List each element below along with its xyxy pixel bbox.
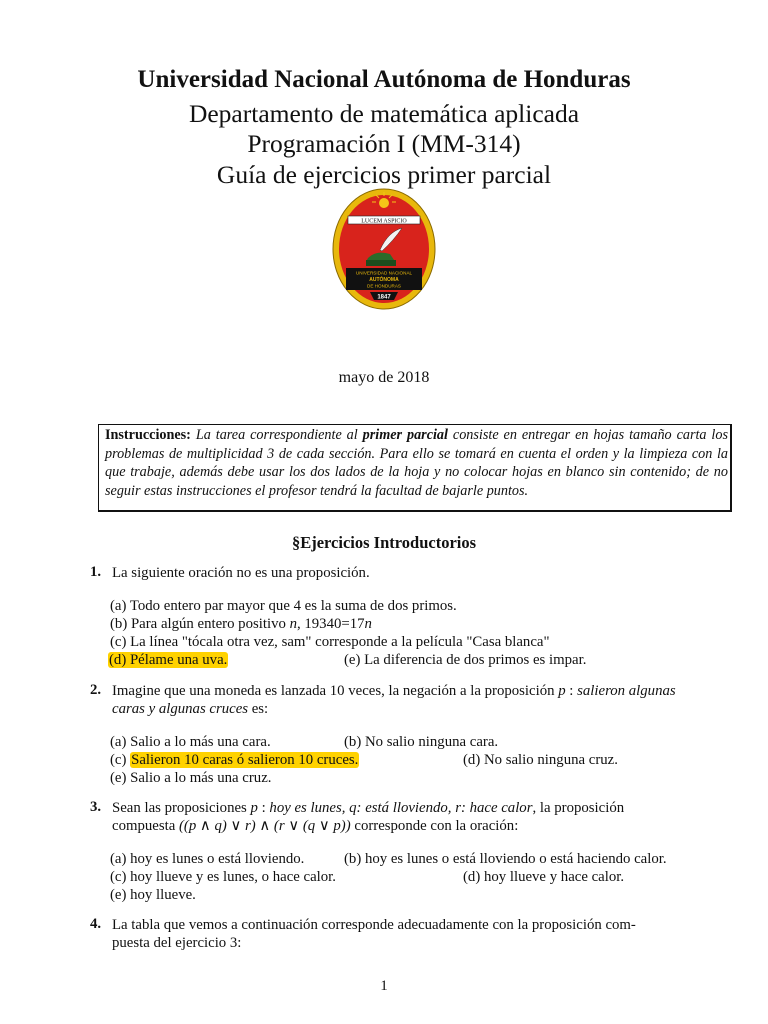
- university-title: Universidad Nacional Autónoma de Honduras: [137, 66, 631, 93]
- option-a: (a) Salio a lo más una cara.: [110, 734, 271, 750]
- question-number: 1.: [90, 564, 102, 580]
- guide-title: Guía de ejercicios primer parcial: [216, 160, 552, 189]
- question-text: La tabla que vemos a continuación corresponde adecuadamente con la proposición com-: [112, 917, 636, 933]
- question-text: La siguiente oración no es una proposición.: [112, 565, 370, 581]
- option-e: (e) La diferencia de dos primos es impar.: [344, 652, 587, 668]
- question-number: 2.: [90, 682, 102, 698]
- question-text-line2: puesta del ejercicio 3:: [112, 935, 242, 951]
- seal-name-line1: UNIVERSIDAD NACIONAL: [355, 270, 413, 276]
- question-text: Sean las proposiciones p : hoy es lunes, q: está lloviendo, r: hace calor, la proposición: [112, 800, 625, 816]
- option-d: (d) No salio ninguna cruz.: [463, 752, 618, 768]
- question-text: Imagine que una moneda es lanzada 10 veces, la negación a la proposición p : salieron algunas caras y algunas cruces es:: [112, 683, 676, 717]
- formula: ((p ∧ q) ∨ r) ∧ (r ∨ (q ∨ p)): [178, 818, 351, 834]
- university-seal: [332, 188, 436, 310]
- question-number: 4.: [90, 916, 102, 932]
- option-c: (c) La línea "tócala otra vez, sam" corresponde a la película "Casa blanca": [110, 634, 550, 650]
- department-title: Departamento de matemática aplicada: [188, 99, 580, 128]
- option-b: (b) hoy es lunes o está lloviendo o está haciendo calor.: [344, 851, 667, 867]
- question-number: 3.: [90, 799, 102, 815]
- page-number: 1: [380, 978, 388, 994]
- course-title: Programación I (MM-314): [247, 129, 521, 158]
- option-b: (b) No salio ninguna cara.: [344, 734, 499, 750]
- seal-name-line3: DE HONDURAS: [367, 283, 401, 289]
- option-b: (b) Para algún entero positivo n, 19340=17n: [110, 616, 372, 632]
- seal-name-line2: AUTÓNOMA: [369, 277, 399, 283]
- option-a: (a) Todo entero par mayor que 4 es la suma de dos primos.: [110, 598, 457, 614]
- instructions-text: Instrucciones: La tarea correspondiente al primer parcial consiste en entregar en hojas tamaño carta los problemas de multiplicidad 3 de cada sección. Para ello se tomará en cuenta el orden y la limpieza con la que trabaje, además debe usar los dos lados de la hoja y no colocar hojas en blanco sin contenido; de no seguir estas instrucciones el profesor tendrá la facultad de bajarle puntos.: [105, 427, 728, 499]
- seal-motto: LUCEM ASPICIO: [361, 218, 407, 225]
- option-e: (e) hoy llueve.: [110, 887, 196, 903]
- option-d-highlighted: (d) Pélame una uva.: [109, 652, 228, 668]
- document-date: mayo de 2018: [338, 369, 430, 386]
- seal-year: 1847: [377, 294, 391, 301]
- option-d: (d) hoy llueve y hace calor.: [463, 869, 625, 885]
- option-a: (a) hoy es lunes o está lloviendo.: [110, 851, 305, 867]
- option-c: (c) hoy llueve y es lunes, o hace calor.: [110, 869, 336, 885]
- question-text-line2: compuesta ((p ∧ q) ∨ r) ∧ (r ∨ (q ∨ p)) corresponde con la oración:: [112, 818, 519, 834]
- section-title: §Ejercicios Introductorios: [291, 533, 477, 552]
- instructions-label: Instrucciones:: [105, 427, 191, 443]
- instructions-emphasis: primer parcial: [362, 427, 448, 443]
- option-c-highlighted: (c) Salieron 10 caras ó salieron 10 cruces.: [110, 752, 359, 768]
- option-e: (e) Salio a lo más una cruz.: [110, 770, 272, 786]
